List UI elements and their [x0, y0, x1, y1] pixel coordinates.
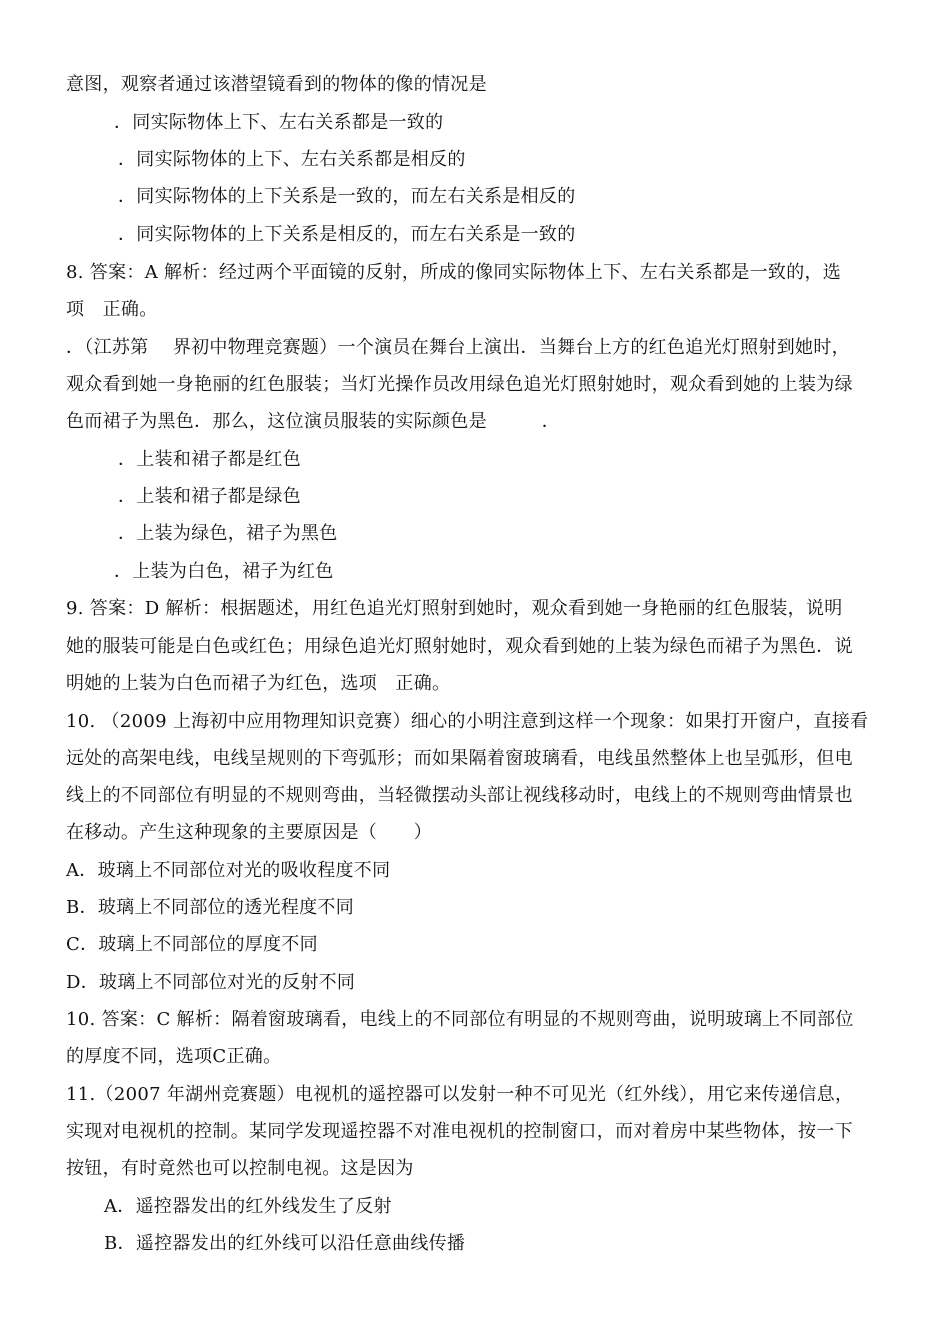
q11-stem-line-2: 实现对电视机的控制。某同学发现遥控器不对准电视机的控制窗口，而对着房中某些物体，按一下: [66, 1121, 853, 1142]
q10-stem-line-2: 远处的高架电线，电线呈规则的下弯弧形；而如果隔着窗玻璃看，电线虽然整体上也呈弧形，但电: [66, 748, 853, 769]
q10-option-d: D．玻璃上不同部位对光的反射不同: [66, 972, 356, 993]
q10-stem-line-4: 在移动。产生这种现象的主要原因是（ ）: [66, 822, 432, 843]
q10-option-a: A．玻璃上不同部位对光的吸收程度不同: [66, 860, 391, 881]
q9-stem-line-2: 观众看到她一身艳丽的红色服装；当灯光操作员改用绿色追光灯照射她时，观众看到她的上装为绿: [66, 374, 853, 395]
q7-option-a: ．同实际物体上下、左右关系都是一致的: [114, 112, 444, 133]
q11-option-a: A．遥控器发出的红外线发生了反射: [104, 1196, 392, 1217]
answer-8-line-2: 项 正确。: [66, 299, 158, 320]
q11-stem-line-3: 按钮，有时竟然也可以控制电视。这是因为: [66, 1158, 414, 1179]
q7-option-b: ．同实际物体的上下、左右关系都是相反的: [118, 149, 466, 170]
answer-9-line-1: 9. 答案：D 解析：根据题述，用红色追光灯照射到她时，观众看到她一身艳丽的红色服装，说明: [66, 598, 843, 619]
q10-stem-line-1: 10. （2009 上海初中应用物理知识竞赛）细心的小明注意到这样一个现象：如果打开窗户，直接看: [66, 711, 869, 732]
answer-8-line-1: 8. 答案：A 解析：经过两个平面镜的反射，所成的像同实际物体上下、左右关系都是一致的，选: [66, 262, 842, 283]
q11-option-b: B．遥控器发出的红外线可以沿任意曲线传播: [104, 1233, 466, 1254]
answer-9-line-2: 她的服装可能是白色或红色；用绿色追光灯照射她时，观众看到她的上装为绿色而裙子为黑色．说: [66, 636, 853, 657]
q7-option-d: ．同实际物体的上下关系是相反的，而左右关系是一致的: [118, 224, 576, 245]
q9-option-b: ．上装和裙子都是绿色: [118, 486, 301, 507]
answer-10-line-1: 10. 答案：C 解析：隔着窗玻璃看，电线上的不同部位有明显的不规则弯曲，说明玻璃上不同部位: [66, 1009, 854, 1030]
q10-option-c: C．玻璃上不同部位的厚度不同: [66, 934, 318, 955]
q9-option-d: ．上装为白色，裙子为红色: [114, 561, 334, 582]
q9-stem-line-3: 色而裙子为黑色．那么，这位演员服装的实际颜色是 ．: [66, 411, 561, 432]
q11-stem-line-1: 11.（2007 年湖州竞赛题）电视机的遥控器可以发射一种不可见光（红外线），用它来传递信息，: [66, 1084, 854, 1105]
answer-9-line-3: 明她的上装为白色而裙子为红色，选项 正确。: [66, 673, 451, 694]
q9-stem-line-1: ．（江苏第 界初中物理竞赛题）一个演员在舞台上演出．当舞台上方的红色追光灯照射到她时，: [66, 337, 850, 358]
q10-option-b: B．玻璃上不同部位的透光程度不同: [66, 897, 355, 918]
q9-option-a: ．上装和裙子都是红色: [118, 449, 301, 470]
q10-stem-line-3: 线上的不同部位有明显的不规则弯曲，当轻微摆动头部让视线移动时，电线上的不规则弯曲情景也: [66, 785, 853, 806]
q7-option-c: ．同实际物体的上下关系是一致的，而左右关系是相反的: [118, 186, 576, 207]
q9-option-c: ．上装为绿色，裙子为黑色: [118, 523, 338, 544]
answer-10-line-2: 的厚度不同，选项C正确。: [66, 1046, 282, 1067]
q7-stem-tail: 意图，观察者通过该潜望镜看到的物体的像的情况是: [66, 74, 487, 95]
